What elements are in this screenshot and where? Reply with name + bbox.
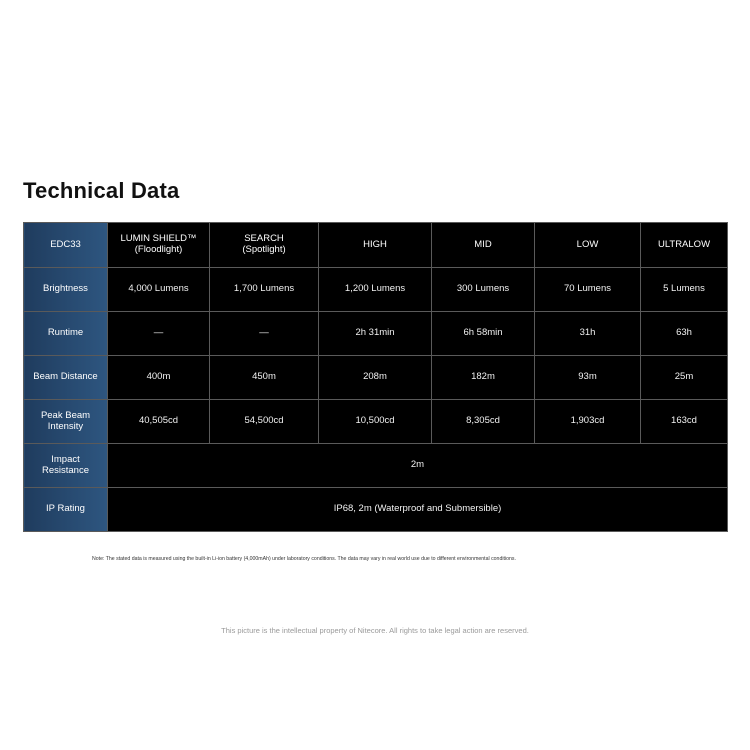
table-cell: 31h — [535, 312, 641, 356]
column-header-ultralow: ULTRALOW — [641, 223, 728, 268]
table-row-impact-resistance — [24, 444, 728, 488]
table-row-peak-beam-intensity — [24, 400, 728, 444]
column-header-lumin-shield — [108, 223, 210, 268]
table-row-beam-distance — [24, 356, 728, 400]
column-header-sublabel: (Floodlight) — [134, 244, 183, 255]
table-cell: 450m — [210, 356, 319, 400]
table-cell: 182m — [432, 356, 535, 400]
copyright-notice: This picture is the intellectual property of Nitecore. All rights to take legal action are reserved. — [221, 626, 529, 635]
table-cell: 10,500cd — [319, 400, 432, 444]
table-header-row — [24, 223, 728, 268]
table-cell: 25m — [641, 356, 728, 400]
row-label-brightness: Brightness — [24, 268, 108, 312]
table-cell: 54,500cd — [210, 400, 319, 444]
page-title: Technical Data — [23, 178, 180, 203]
column-header-low: LOW — [535, 223, 641, 268]
table-cell: 4,000 Lumens — [108, 268, 210, 312]
column-header-sublabel: (Spotlight) — [242, 244, 286, 255]
table-cell: 5 Lumens — [641, 268, 728, 312]
table-cell: 208m — [319, 356, 432, 400]
table-cell-spanning: IP68, 2m (Waterproof and Submersible) — [108, 488, 728, 532]
technical-data-table — [23, 222, 728, 532]
table-cell: 163cd — [641, 400, 728, 444]
table-cell: 2h 31min — [319, 312, 432, 356]
column-header-search — [210, 223, 319, 268]
row-label-peak-beam-intensity: Peak Beam Intensity — [24, 400, 108, 444]
table-cell: 400m — [108, 356, 210, 400]
table-cell: 1,200 Lumens — [319, 268, 432, 312]
column-header-label: SEARCH — [244, 233, 284, 245]
column-header-mid: MID — [432, 223, 535, 268]
table-row-ip-rating — [24, 488, 728, 532]
row-label-impact-resistance: Impact Resistance — [24, 444, 108, 488]
table-cell: 300 Lumens — [432, 268, 535, 312]
row-label-beam-distance: Beam Distance — [24, 356, 108, 400]
table-cell: 6h 58min — [432, 312, 535, 356]
column-header-label: LUMIN SHIELD™ — [120, 233, 197, 245]
column-header-high: HIGH — [319, 223, 432, 268]
row-label-ip-rating: IP Rating — [24, 488, 108, 532]
header-corner-cell: EDC33 — [24, 223, 108, 268]
row-label-runtime: Runtime — [24, 312, 108, 356]
table-cell: 1,700 Lumens — [210, 268, 319, 312]
table-cell: 93m — [535, 356, 641, 400]
table-cell: 40,505cd — [108, 400, 210, 444]
table-cell-spanning: 2m — [108, 444, 728, 488]
table-cell: 63h — [641, 312, 728, 356]
table-cell: 8,305cd — [432, 400, 535, 444]
table-cell: — — [108, 312, 210, 356]
table-cell: 1,903cd — [535, 400, 641, 444]
table-row-runtime — [24, 312, 728, 356]
table-cell: — — [210, 312, 319, 356]
table-cell: 70 Lumens — [535, 268, 641, 312]
footnote: Note: The stated data is measured using the built-in Li-ion battery (4,000mAh) under laboratory conditions. The data may vary in real world use due to different environmental conditions. — [92, 556, 516, 562]
table-row-brightness — [24, 268, 728, 312]
